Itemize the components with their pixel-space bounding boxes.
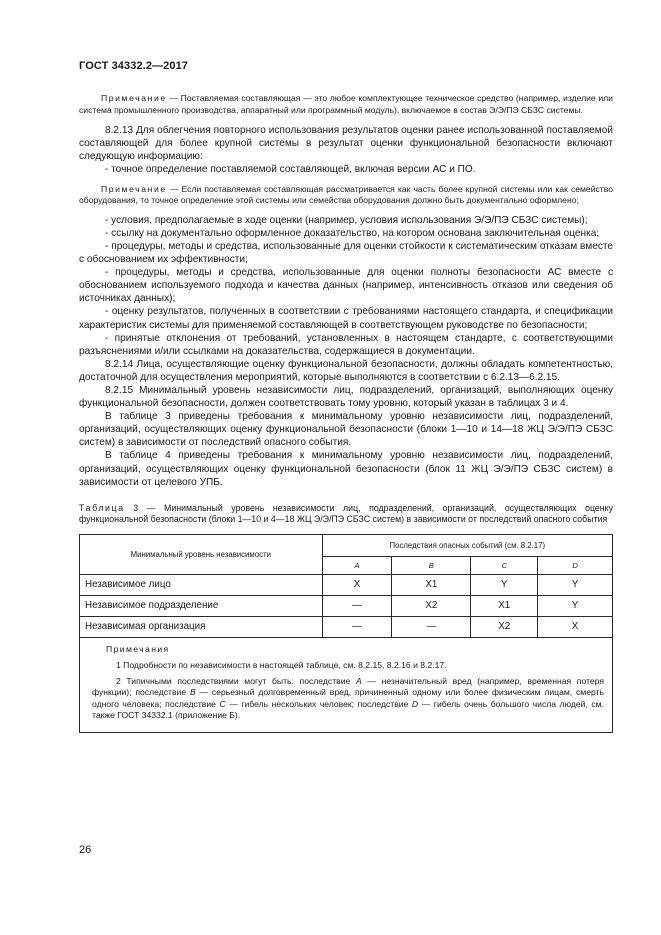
consequence-letter: C — [219, 698, 226, 709]
table-cell: Y — [538, 574, 613, 595]
note-label: Примечание — [101, 183, 167, 194]
table-note-2 — [92, 676, 604, 722]
page-number: 26 — [79, 844, 92, 856]
list-item: - процедуры, методы и средства, использованные для оценки полноты безопасности АС вместе с обоснованием используемого подхода и качества данных (например, интенсивность отказов или сведения об источниках данных); — [79, 267, 613, 305]
clause-8-2-13: 8.2.13 Для облегчения повторного использования результатов оценки ранее использованной поставляемой составляющей для более крупной системы в результат оценки функциональной безопасности включают следующую информацию: — [79, 125, 613, 163]
note-label: Примечание — [101, 93, 167, 103]
table-cell: X1 — [392, 574, 471, 595]
subcolumn-header: C — [471, 556, 538, 574]
clause-8-2-13-item: - точное определение поставляемой составляющей, включая версии АС и ПО. — [105, 164, 476, 176]
subcolumn-header: D — [538, 556, 613, 574]
clause-8-2-14: 8.2.14 Лица, осуществляющие оценку функциональной безопасности, должны обладать компетентностью, достаточной для осуществления мероприятий, которые выполняются в соответствии с 6.2.13—6.2.15. — [79, 358, 613, 383]
table-row — [80, 595, 613, 616]
column-header-consequences: Последствия опасных событий (см. 8.2.17) — [322, 534, 612, 556]
note-text: — серьезный долговременный вред, причиненный одному или более физическим лицам, смерть одного человека; последствие — [92, 687, 604, 709]
table-cell: Y — [538, 595, 613, 616]
table-cell: X1 — [471, 595, 538, 616]
clause-8-2-15: 8.2.15 Минимальный уровень независимости лиц, подразделений, организаций, выполняющих оценку функциональной безопасности, должен соответствовать тому уровню, который указан в таблицах 3 и 4. — [79, 384, 613, 410]
consequence-letter: A — [355, 675, 362, 686]
row-label: Независимое подразделение — [80, 595, 323, 616]
independence-table — [79, 534, 613, 733]
table-cell: X — [538, 616, 613, 637]
document-header: ГОСТ 34332.2—2017 — [79, 60, 189, 72]
table-row — [80, 574, 613, 595]
table-cell: — — [322, 595, 392, 616]
table-cell: — — [322, 616, 392, 637]
note-text: — Если поставляемая составляющая рассматривается как часть более крупной системы или как семейство оборудования, то точное определение этой системы или семейства оборудования должно быть документально оформлено; — [79, 183, 613, 206]
table-cell: — — [392, 616, 471, 637]
table-caption-text: 3 — Минимальный уровень независимости лиц, подразделений, организаций, осуществляющих оценку функциональной безопасности (блоки 1—10 и 4—18 ЖЦ Э/Э/ПЭ СБЗС систем) в зависимости от последствий опасного события — [79, 502, 613, 525]
table-caption-label: Таблица — [79, 502, 125, 513]
table-cell: X — [322, 574, 392, 595]
list-item: - условия, предполагаемые в ходе оценки (например, условия использования Э/Э/ПЭ СБЗС системы); — [105, 214, 588, 226]
note-text: — гибель очень большого числа людей, см. также ГОСТ 34332.1 (приложение Б). — [92, 698, 604, 721]
subcolumn-header: B — [392, 556, 471, 574]
table-cell: X2 — [471, 616, 538, 637]
list-item: - принятые отклонения от требований, установленных в настоящем стандарте, с соответствующими разъяснениями и/или ссылками на доказательства, содержащиеся в документации. — [79, 332, 613, 357]
list-item: - процедуры, методы и средства, использованные для оценки стойкости к систематическим отказам вместе с обоснованием их эффективности; — [79, 240, 613, 266]
table-note-1: 1 Подробности по независимости в настоящей таблице, см. 8.2.15, 8.2.16 и 8.2.17. — [116, 659, 447, 670]
table-notes — [80, 637, 613, 732]
table-cell: X2 — [392, 595, 471, 616]
list-item: - оценку результатов, полученных в соответствии с требованиями настоящего стандарта, и спецификации характеристик системы для применяемой составляющей в соответствующем руководстве по безопасности; — [79, 306, 613, 331]
table-cell: Y — [471, 574, 538, 595]
table-row — [80, 616, 613, 637]
table-notes-title: Примечания — [106, 643, 170, 654]
consequence-letter: D — [411, 698, 419, 709]
paragraph-table-4-intro: В таблице 4 приведены требования к минимальному уровню независимости лиц, подразделений, организаций, осуществляющих оценку функциональной безопасности (блок 11 ЖЦ Э/Э/ПЭ СБЗС систем) в зависимости от целевого УПБ. — [79, 450, 613, 488]
note-text: — гибель нескольких человек; последствие — [225, 698, 412, 709]
column-header-independence: Минимальный уровень независимости — [80, 534, 323, 574]
consequence-letter: B — [189, 687, 196, 698]
note-larger-system — [79, 184, 613, 207]
paragraph-table-3-intro: В таблице 3 приведены требования к минимальному уровню независимости лиц, подразделений, организаций, осуществляющих оценку функциональной безопасности (блоки 1—10 и 14—18 ЖЦ Э/Э/ПЭ СБЗС систем) в зависимости от последствий опасного события. — [79, 411, 613, 449]
list-item: - ссылку на документально оформленное доказательство, на котором основана заключительная оценка; — [105, 227, 600, 239]
note-supplied-component — [79, 93, 613, 116]
table-3-caption — [79, 503, 613, 526]
row-label: Независимая организация — [80, 616, 323, 637]
note-text: 2 Типичными последствиями могут быть: последствие — [116, 675, 356, 686]
page-content — [79, 93, 613, 733]
requirements-list — [79, 214, 613, 358]
subcolumn-header: A — [322, 556, 392, 574]
row-label: Независимое лицо — [80, 574, 323, 595]
note-text: — Поставляемая составляющая — это любое комплектующее техническое средство (например, изделие или система промышленного производства, аппаратный или программный модуль), включаемое в состав Э/Э/ПЭ СБЗС системы. — [79, 93, 613, 115]
note-text: — незначительный вред (например, временная потеря функции); последствие — [92, 675, 604, 698]
